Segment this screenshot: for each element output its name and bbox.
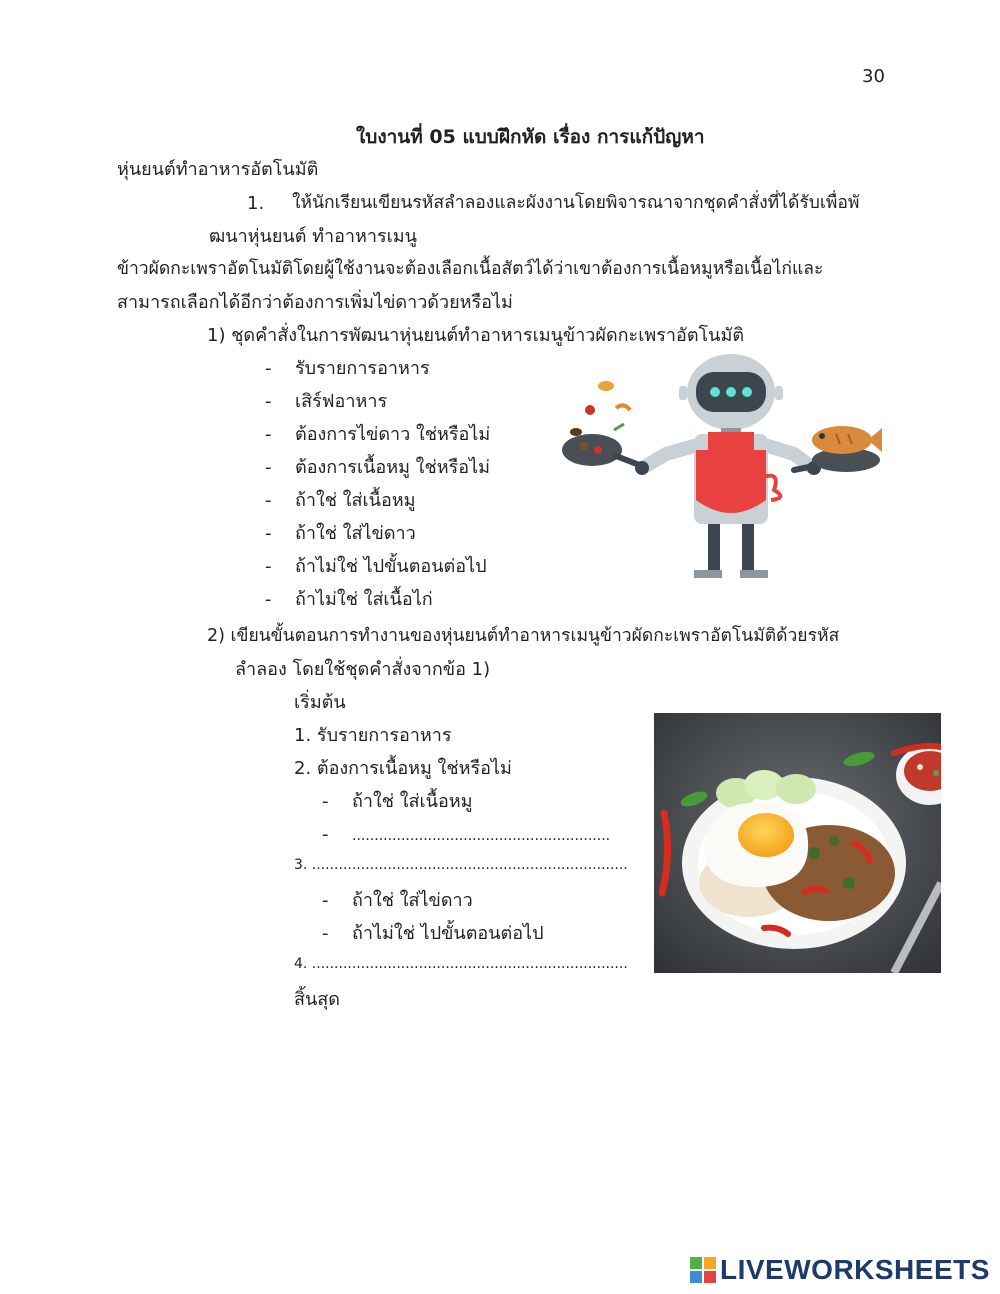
pseudocode-step-2a: - ถ้าใช่ ใส่เนื้อหมู — [322, 791, 473, 812]
pseudocode-step-3b: - ถ้าไม่ใช่ ไปขั้นตอนต่อไป — [322, 923, 544, 944]
instruction-line-2: ฒนาหุ่นยนต์ ทำอาหารเมนู — [209, 226, 417, 247]
food-photo — [654, 713, 941, 973]
list-item: - ถ้าไม่ใช่ ไปขั้นตอนต่อไป — [265, 556, 487, 577]
list-item: - ถ้าไม่ใช่ ใส่เนื้อไก่ — [265, 589, 433, 610]
list-item: - รับรายการอาหาร — [265, 358, 430, 379]
page-title: ใบงานที่ 05 แบบฝึกหัด เรื่อง การแก้ปัญหา — [356, 126, 705, 148]
list-item: - ต้องการเนื้อหมู ใช่หรือไม่ — [265, 457, 490, 478]
instruction-number: 1. — [247, 193, 265, 214]
pseudocode-step-3a: - ถ้าใช่ ใส่ไข่ดาว — [322, 890, 473, 911]
bullet: - — [265, 523, 272, 544]
section2-heading-line-1: 2) เขียนขั้นตอนการทำงานของหุ่นยนต์ทำอาหารเมนูข้าวผัดกะเพราอัตโนมัติด้วยรหัส — [207, 626, 840, 646]
bullet: - — [322, 824, 329, 845]
robot-chef-illustration — [556, 350, 886, 590]
list-item: - ถ้าใช่ ใส่เนื้อหมู — [265, 490, 416, 511]
paragraph-line-1: ข้าวผัดกะเพราอัตโนมัติโดยผู้ใช้งานจะต้องเลือกเนื้อสัตว์ได้ว่าเขาต้องการเนื้อหมูหรือเนื้อไก่และ — [117, 259, 824, 279]
instruction-line-1: ให้นักเรียนเขียนรหัสลำลองและผังงานโดยพิจารณาจากชุดคำสั่งที่ได้รับเพื่อพั — [292, 193, 860, 213]
bullet: - — [265, 490, 272, 511]
subtitle: หุ่นยนต์ทำอาหารอัตโนมัติ — [117, 159, 319, 180]
bullet: - — [265, 358, 272, 379]
page-number: 30 — [862, 66, 885, 87]
pseudocode-start: เริ่มต้น — [294, 692, 346, 713]
pseudocode-step-4-blank[interactable]: 4. ....................................................................... — [294, 956, 628, 972]
bullet: - — [322, 890, 329, 911]
bullet: - — [265, 457, 272, 478]
pseudocode-step-1: 1. รับรายการอาหาร — [294, 725, 452, 746]
bullet: - — [265, 424, 272, 445]
list-item: - ต้องการไข่ดาว ใช่หรือไม่ — [265, 424, 491, 445]
bullet: - — [322, 791, 329, 812]
pseudocode-step-3-blank[interactable]: 3. ....................................................................... — [294, 857, 628, 873]
liveworksheets-logo — [690, 1254, 990, 1286]
pseudocode-step-2b-blank[interactable]: - .......................................................... — [322, 824, 611, 845]
bullet: - — [322, 923, 329, 944]
liveworksheets-logo-text: LIVEWORKSHEETS — [720, 1254, 990, 1285]
pseudocode-end: สิ้นสุด — [294, 989, 340, 1010]
bullet: - — [265, 589, 272, 610]
list-item: - ถ้าใช่ ใส่ไข่ดาว — [265, 523, 416, 544]
list-item: - เสิร์ฟอาหาร — [265, 391, 388, 412]
bullet: - — [265, 391, 272, 412]
section2-heading-line-2: ลำลอง โดยใช้ชุดคำสั่งจากข้อ 1) — [235, 659, 491, 680]
section1-heading: 1) ชุดคำสั่งในการพัฒนาหุ่นยนต์ทำอาหารเมนูข้าวผัดกะเพราอัตโนมัติ — [207, 325, 745, 346]
pseudocode-step-2: 2. ต้องการเนื้อหมู ใช่หรือไม่ — [294, 758, 512, 779]
paragraph-line-2: สามารถเลือกได้อีกว่าต้องการเพิ่มไข่ดาวด้วยหรือไม่ — [117, 292, 513, 313]
liveworksheets-logo-icon — [690, 1257, 716, 1283]
bullet: - — [265, 556, 272, 577]
